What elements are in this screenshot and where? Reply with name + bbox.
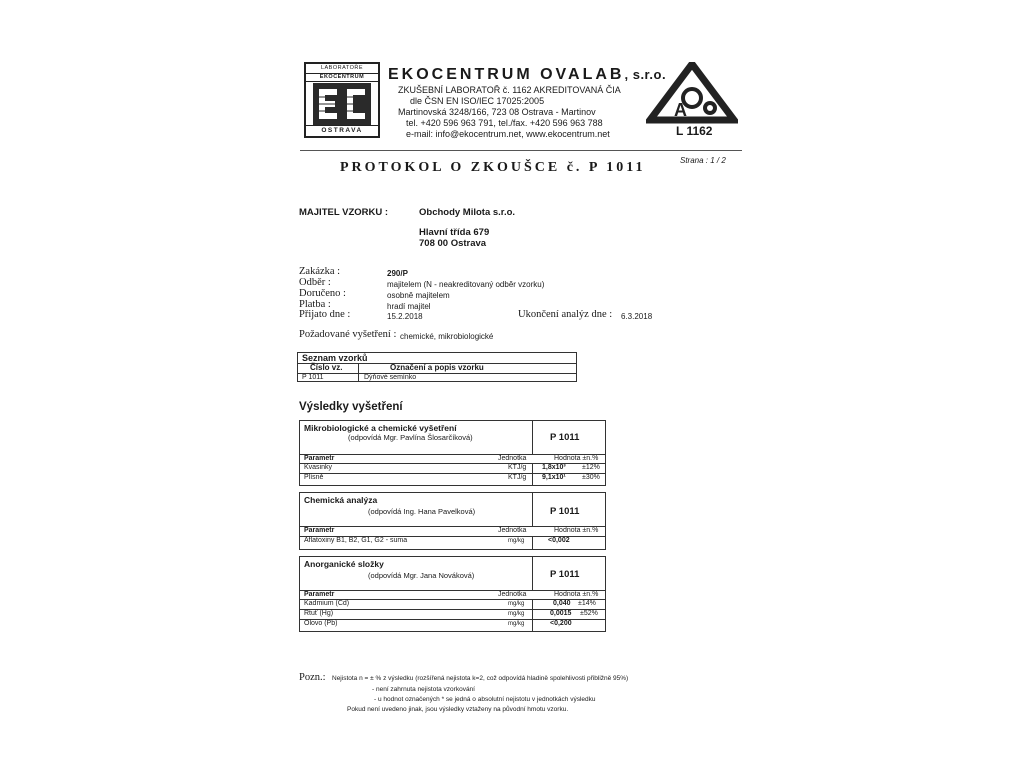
notes-label: Pozn.: bbox=[299, 672, 326, 683]
owner-city: 708 00 Ostrava bbox=[419, 238, 487, 249]
platba-label: Platba : bbox=[299, 299, 331, 310]
table-title: Anorganické složky bbox=[304, 559, 384, 569]
logo-bottom-text: OSTRAVA bbox=[306, 125, 378, 136]
row-uncertainty: ±14% bbox=[578, 600, 596, 607]
pozadovane-label: Požadované vyšetření : bbox=[299, 329, 397, 340]
row-uncertainty: ±12% bbox=[582, 464, 600, 471]
col-parametr: Parametr bbox=[304, 455, 335, 462]
table-responsible: (odpovídá Mgr. Jana Nováková) bbox=[368, 571, 475, 580]
row-unit: mg/kg bbox=[508, 611, 525, 617]
table-sample-id: P 1011 bbox=[550, 432, 580, 443]
col-jednotka: Jednotka bbox=[498, 591, 527, 598]
header-line-accreditation: ZKUŠEBNÍ LABORATOŘ č. 1162 AKREDITOVANÁ ČIA bbox=[398, 85, 621, 95]
col-hodnota: Hodnota ±n.% bbox=[554, 527, 599, 534]
col-hodnota: Hodnota ±n.% bbox=[554, 591, 599, 598]
svg-text:A: A bbox=[674, 100, 687, 120]
col-hodnota: Hodnota ±n.% bbox=[554, 455, 599, 462]
row-unit: mg/kg bbox=[508, 538, 525, 544]
owner-street: Hlavní třída 679 bbox=[419, 227, 490, 238]
table-responsible: (odpovídá Ing. Hana Pavelková) bbox=[368, 507, 476, 516]
accreditation-number: L 1162 bbox=[676, 124, 713, 138]
header-line-email: e-mail: info@ekocentrum.net, www.ekocentrum.net bbox=[406, 129, 610, 139]
row-param: Olovo (Pb) bbox=[304, 620, 338, 627]
sample-list-title: Seznam vzorků bbox=[302, 353, 368, 363]
row-value: 1,8x10³ bbox=[542, 464, 566, 471]
results-heading: Výsledky vyšetření bbox=[299, 401, 403, 413]
notes-line-uncertainty: Nejistota n = ± % z výsledku (rozšířená nejistota k=2, což odpovídá hladině spolehlivosti přibližně 95%) bbox=[332, 675, 629, 682]
table-responsible: (odpovídá Mgr. Pavlína Šlosarčíková) bbox=[348, 433, 473, 442]
table-title: Mikrobiologické a chemické vyšetření bbox=[304, 423, 457, 433]
notes-line-sampling: - není zahrnuta nejistota vzorkování bbox=[372, 686, 475, 693]
row-param: Plísně bbox=[304, 474, 324, 481]
page-label: Strana : 1 / 2 bbox=[680, 156, 726, 165]
row-value: 0,0015 bbox=[550, 610, 572, 617]
prijato-value: 15.2.2018 bbox=[387, 312, 423, 321]
notes-line-absolute: - u hodnot označených * se jedná o absolutní nejistotu v jednotkách výsledku bbox=[374, 696, 596, 703]
row-unit: KTJ/g bbox=[508, 474, 527, 481]
sample-list-col-description: Označení a popis vzorku bbox=[390, 363, 484, 372]
sample-description: Dýňové semínko bbox=[364, 374, 417, 381]
col-jednotka: Jednotka bbox=[498, 527, 527, 534]
zakazka-label: Zakázka : bbox=[299, 266, 341, 277]
table-sample-id: P 1011 bbox=[550, 569, 580, 580]
platba-value: hradí majitel bbox=[387, 302, 431, 311]
company-name: EKOCENTRUM OVALAB, s.r.o. bbox=[388, 66, 667, 83]
row-uncertainty: ±30% bbox=[582, 474, 600, 481]
row-unit: mg/kg bbox=[508, 601, 525, 607]
row-param: Rtuť (Hg) bbox=[304, 610, 334, 617]
row-value: <0,200 bbox=[550, 620, 572, 627]
doruceno-label: Doručeno : bbox=[299, 288, 346, 299]
protocol-title: PROTOKOL O ZKOUŠCE č. P 1011 bbox=[340, 160, 646, 175]
col-jednotka: Jednotka bbox=[498, 455, 527, 462]
row-param: Kadmium (Cd) bbox=[304, 600, 350, 607]
row-unit: KTJ/g bbox=[508, 464, 527, 471]
prijato-label: Přijato dne : bbox=[299, 309, 351, 320]
odber-label: Odběr : bbox=[299, 277, 331, 288]
logo-middle-text: EKOCENTRUM bbox=[306, 73, 378, 82]
row-value: 0,040 bbox=[553, 600, 571, 607]
col-parametr: Parametr bbox=[304, 591, 335, 598]
header-line-phone: tel. +420 596 963 791, tel./fax. +420 596 963 788 bbox=[406, 118, 603, 128]
row-unit: mg/kg bbox=[508, 621, 525, 627]
table-title: Chemická analýza bbox=[304, 495, 378, 505]
owner-label: MAJITEL VZORKU : bbox=[299, 207, 389, 218]
ukonceni-label: Ukončení analýz dne : bbox=[518, 309, 613, 320]
company-suffix: , s.r.o. bbox=[624, 67, 667, 82]
col-parametr: Parametr bbox=[304, 527, 335, 534]
sample-number: P 1011 bbox=[302, 374, 324, 381]
logo-top-text: LABORATOŘE bbox=[320, 65, 364, 71]
row-uncertainty: ±52% bbox=[580, 610, 598, 617]
zakazka-value: 290/P bbox=[387, 269, 408, 278]
sample-list-col-number: Číslo vz. bbox=[310, 363, 343, 372]
ukonceni-value: 6.3.2018 bbox=[621, 312, 653, 321]
notes-line-basis: Pokud není uvedeno jinak, jsou výsledky vztaženy na původní hmotu vzorku. bbox=[347, 706, 569, 713]
table-sample-id: P 1011 bbox=[550, 506, 580, 517]
row-param: Aflatoxiny B1, B2, G1, G2 - suma bbox=[304, 537, 408, 544]
header-line-address: Martinovská 3248/166, 723 08 Ostrava - Martinov bbox=[398, 107, 596, 117]
owner-name: Obchody Milota s.r.o. bbox=[419, 207, 516, 218]
row-value: <0,002 bbox=[548, 537, 570, 544]
odber-value: majitelem (N - neakreditovaný odběr vzorku) bbox=[387, 280, 545, 289]
row-value: 9,1x10¹ bbox=[542, 474, 566, 481]
pozadovane-value: chemické, mikrobiologické bbox=[400, 332, 494, 341]
row-param: Kvasinky bbox=[304, 464, 333, 471]
header-line-standard: dle ČSN EN ISO/IEC 17025:2005 bbox=[410, 96, 545, 106]
doruceno-value: osobně majitelem bbox=[387, 291, 450, 300]
